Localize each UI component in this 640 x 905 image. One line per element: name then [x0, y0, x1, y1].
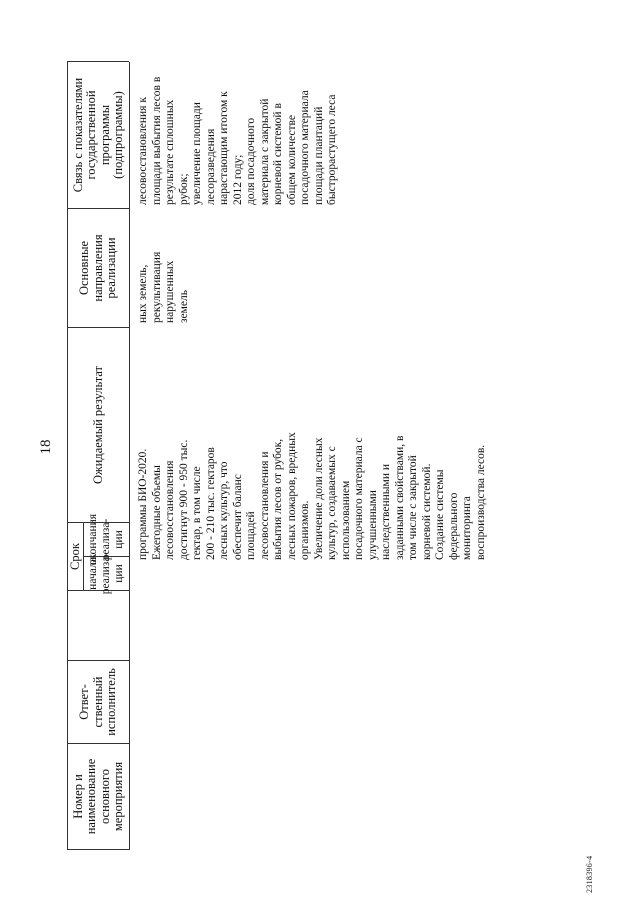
header-text: Ожидаемый результат — [90, 365, 105, 485]
directions-text: ных земель, рекультивация нарушенных земель — [137, 251, 190, 323]
header-text: Основные направления реализации — [77, 234, 119, 302]
header-term-end — [84, 513, 129, 566]
link-text: лесовосстановления к площади выбытия лесов в результате сплошных рубок; увеличение площади лесоразведения нарастающим итогом к 2012 году; доля посадочного материала с закрытой корневой системой в общем количестве посадочного материала площади плантаций быстрорастущего леса — [137, 76, 338, 205]
header-text: окончания реализа- ции — [87, 513, 125, 566]
header-directions — [68, 209, 129, 327]
header-text: Номер и наименование основного мероприятия — [70, 758, 125, 835]
document-code: 2318396-4 — [585, 855, 594, 893]
page-number: 18 — [38, 439, 54, 455]
header-text: Срок — [67, 543, 82, 570]
header-text: начала реализа- ции — [87, 552, 125, 595]
expected-result-text: программы БИО-2020. Ежегодные объемы лесовосстановления достигнут 900 - 950 тыс. гектар, в том числе 200 - 210 тыс. гектаров лесных культур, что обеспечит баланс площадей лесовосстановления и выбытия лесов от рубок, лесных пожаров, вредных организмов. Увеличение доли лесных культур, создаваемых с использованием посадочного материала с улучшенными наследственными и заданными свойствами, в том числе с закрытой корневой системой. Создание системы федерального мониторинга воспроизводства лесов. — [137, 432, 487, 560]
header-responsible — [68, 661, 129, 743]
header-text: Ответ- ственный исполнитель — [77, 668, 119, 736]
header-expected-result — [68, 328, 129, 522]
header-number-name — [68, 744, 129, 849]
table-left-border — [67, 849, 129, 850]
header-text: Связь с показателями государственной программы (подпрограммы) — [70, 77, 125, 193]
header-bottom-border — [129, 62, 130, 850]
header-term — [68, 523, 83, 590]
header-link — [68, 62, 129, 208]
